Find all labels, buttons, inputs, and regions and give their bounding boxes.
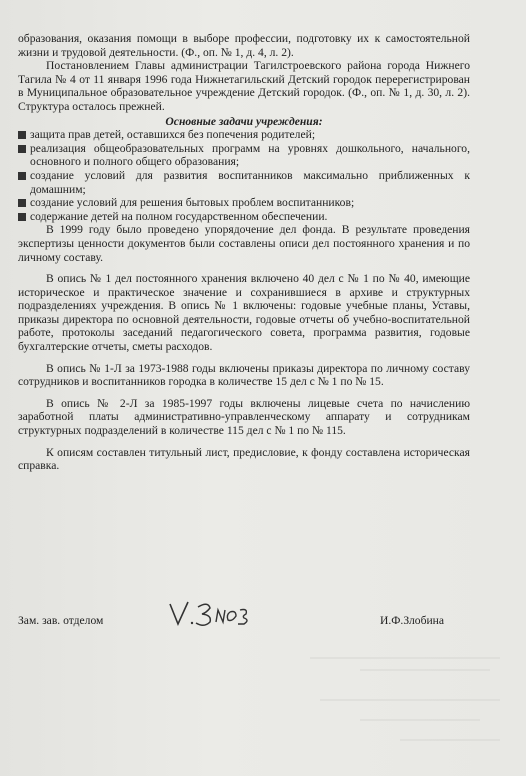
paragraph-closing: К описям составлен титульный лист, предисловие, к фонду составлена историческая справка.: [18, 445, 470, 473]
document-body: [18, 32, 470, 473]
list-item: создание условий для развития воспитанников максимально приближенных к домашним;: [18, 169, 470, 196]
bullet-icon: [18, 213, 26, 221]
paragraph-continuation: образования, оказания помощи в выборе профессии, подготовку их к самостоятельной жизни и трудовой деятельности. (Ф., оп. № 1, д. 4, л. 2).: [18, 32, 470, 59]
paragraph-inventory-1: В опись № 1 дел постоянного хранения включено 40 дел с № 1 по № 40, имеющие историческое и практическое значение и сохранившиеся в архиве и структурных подразделениях учреждения. В опись № 1 включены: годовые учебные планы, Уставы, приказы директора по основной деятельности, годовые отчеты об учебно-воспитательной работе, протоколы заседаний педагогического совета, программа развития, годовые бухгалтерские отчеты, сметы расходов.: [18, 272, 470, 354]
tasks-list: [18, 128, 470, 223]
bullet-icon: [18, 145, 26, 153]
bleed-through-marks: [300, 640, 520, 770]
list-item: защита прав детей, оставшихся без попечения родителей;: [18, 128, 470, 142]
list-item: содержание детей на полном государственном обеспечении.: [18, 210, 470, 224]
paragraph-inventory-1l: В опись № 1-Л за 1973-1988 годы включены приказы директора по личному составу сотрудников и воспитанников городка в количестве 15 дел с № 1 по № 15.: [18, 361, 470, 389]
signatory-position: Зам. зав. отделом: [18, 614, 104, 627]
signature-block: [18, 608, 488, 638]
paragraph-resolution: Постановлением Главы администрации Тагилстроевского района города Нижнего Тагила № 4 от 11 января 1996 года Нижнетагильский Детский городок перерегистрирован в Муниципальное образовательное учреждение Детский городок. (Ф., оп. № 1, д. 30, л. 2). Структура осталось прежней.: [18, 59, 470, 113]
paragraph-inventory-2l: В опись № 2-Л за 1985-1997 годы включены лицевые счета по начислению заработной платы административно-управленческому аппарату и сотрудникам структурных подразделений в количестве 115 дел с № 1 по № 115.: [18, 396, 470, 438]
signatory-name: И.Ф.Злобина: [380, 614, 445, 627]
tasks-heading: Основные задачи учреждения:: [165, 114, 323, 128]
bullet-icon: [18, 199, 26, 207]
paragraph-ordering: В 1999 году было проведено упорядочение дел фонда. В результате проведения экспертизы ценности документов были составлены описи дел постоянного хранения и по личному составу.: [18, 223, 470, 264]
list-item: создание условий для решения бытовых проблем воспитанников;: [18, 196, 470, 210]
bullet-icon: [18, 172, 26, 180]
bullet-icon: [18, 131, 26, 139]
list-item: реализация общеобразовательных программ на уровнях дошкольного, начального, основного и полного общего образования;: [18, 142, 470, 169]
handwritten-signature: [166, 598, 256, 632]
